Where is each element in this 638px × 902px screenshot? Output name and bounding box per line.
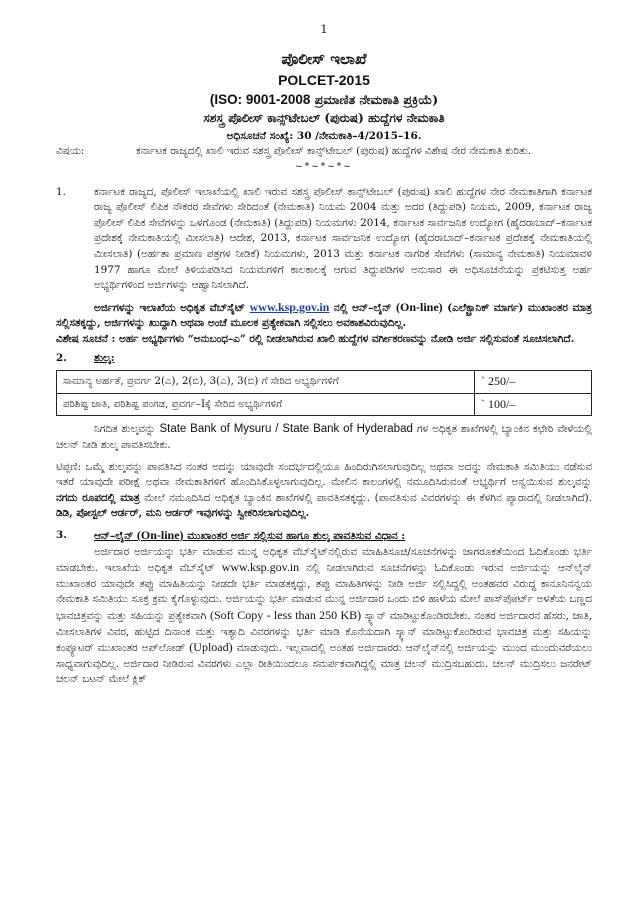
subject-label: ವಿಷಯ: (56, 144, 85, 157)
polcet-title: POLCET-2015 (278, 71, 370, 88)
online-paragraph (56, 300, 592, 332)
section-3-title-en: (On-line) (136, 527, 184, 542)
section-1-number: 1. (56, 185, 66, 198)
ornament-divider: ~*~*~*~ (295, 162, 353, 173)
section-2 (56, 351, 592, 367)
iso-en: (ISO: 9001-2008 (209, 91, 311, 107)
department-title: ಪೊಲೀಸ್ ಇಲಾಖೆ (281, 49, 367, 68)
section-3-title-2: ಮುಖಾಂತರ ಅರ್ಜಿ ಸಲ್ಲಿಸುವ ಹಾಗೂ ಶುಲ್ಕ ಪಾವತಿಸುವ ವಿಧಾನ : (187, 529, 406, 542)
section-3-title (94, 528, 405, 545)
note-bold-2: ಡಿಡಿ, ಪೋಸ್ಟಲ್ ಆರ್ಡರ್, ಮನಿ ಆರ್ಡರ್ ಇವುಗಳನ್ನು ಸ್ವೀಕರಿಸಲಾಗುವುದಿಲ್ಲ. (56, 507, 310, 520)
note-text-2: ಮೇಲೆ ನಮೂದಿಸಿದ ಅಧಿಕೃತ ಬ್ಯಾಂಕಿನ ಶಾಖೆಗಳಲ್ಲಿ ಪಾವತಿಸತಕ್ಕದ್ದು. (ಪಾವತಿಸುವ ವಿವರಗಳನ್ನು ಈ ಕೆಳಗಿನ ಪ್ಯಾರಾದಲ್ಲಿ ನೀಡಲಾಗಿದೆ). (144, 491, 592, 504)
page-number: 1 (320, 23, 328, 36)
section-3-heading (56, 528, 592, 545)
iso-line (56, 90, 592, 109)
section-1-text: ಕರ್ನಾಟಕ ರಾಜ್ಯದ, ಪೊಲೀಸ್ ಇಲಾಖೆಯಲ್ಲಿ ಖಾಲಿ ಇರುವ ಸಶಸ್ತ್ರ ಪೊಲೀಸ್ ಕಾನ್ಸ್‌ಟೇಬಲ್ (ಪುರುಷ) ಖಾಲಿ ಹುದ್ದೆಗಳ ನೇರ ನೇಮಕಾತಿಗಾಗಿ ಕರ್ನಾಟಕ ರಾಜ್ಯ ಪೊಲೀಸ್ ಲಿಪಿಕ ನೌಕರರ ಸೇವೆಗಳು ಸೇರಿದಂತೆ (ನೇಮಕಾತಿ) ನಿಯಮ 2004 ಮತ್ತು ಅದರ (ತಿದ್ದುಪಡಿ) ನಿಯಮ, 2009, ಕರ್ನಾಟಕ ರಾಜ್ಯ ಪೊಲೀಸ್ ಲಿಪಿಕ ಸೇವೆಗಳನ್ನು ಒಳಗೊಂಡ (ನೇಮಕಾತಿ) (ತಿದ್ದುಪಡಿ) ನಿಯಮಗಳು 2014, ಕರ್ನಾಟಕ ಸಾರ್ವಜನಿಕ ಉದ್ಯೋಗ (ಹೈದರಾಬಾದ್–ಕರ್ನಾಟಕ ಪ್ರದೇಶಕ್ಕೆ ನೇಮಕಾತಿಯಲ್ಲಿ ಮೀಸಲಾತಿ) ಆದೇಶ, 2013, ಕರ್ನಾಟಕ ಸಾರ್ವಜನಿಕ ಉದ್ಯೋಗ (ಹೈದರಾಬಾದ್–ಕರ್ನಾಟಕ ಪ್ರದೇಶಕ್ಕೆ ನೇಮಕಾತಿಯಲ್ಲಿ ಮೀಸಲಾತಿ) (ಅರ್ಹತಾ ಪ್ರಮಾಣ ಪತ್ರಗಳ ನೀಡಿಕೆ) ನಿಯಮಗಳು, 2013 ಮತ್ತು ಕರ್ನಾಟಕ ನಾಗರಿಕ ಸೇವೆಗಳು (ಸಾಮಾನ್ಯ ನೇಮಕಾತಿ) ನಿಯಮಾವಳಿ 1977 ಹಾಗೂ ಮೇಲೆ ತಿಳಿಯಪಡಿಸಿದ ನಿಯಮಗಳಿಗೆ ಕಾಲಕಾಲಕ್ಕೆ ಆಗುವ ತಿದ್ದುಪಡಿಗಳ ಅನುಸಾರ ಈ ಅಧಿಸೂಚನೆಯನ್ನು ಪ್ರಕಟಿಸುತ್ತ ಅರ್ಹ ಅಭ್ಯರ್ಥಿಗಳಿಂದ ಅರ್ಜಿಗಳನ್ನು ಆಹ್ವಾನಿಸಲಾಗಿದೆ. (94, 185, 592, 292)
fee-category: ಸಾಮಾನ್ಯ ಅರ್ಹತೆ, ಪ್ರವರ್ಗ 2(ಎ), 2(ಬಿ), 3(ಎ), 3(ಬಿ) ಗೆ ಸೇರಿದ ಅಭ್ಯರ್ಥಿಗಳಿಗೆ (57, 371, 475, 394)
section-2-number: 2. (56, 351, 67, 364)
section-3-text-4: ಮಾಡುವುದು. ಇಲ್ಲವಾದಲ್ಲಿ ಅಂತಹ ಅರ್ಜಿದಾರರು ಆನ್‌ಲೈನ್‌ನಲ್ಲಿ ಅರ್ಜಿಯನ್ನು ಮುಂದ ಮುಂದುವರೆಯಲು ಸಾಧ್ಯವಾಗುವುದಿಲ್ಲ. ಅರ್ಜಿದಾರ ನೀಡಿರುವ ವಿವರಗಳು ಎಲ್ಲಾ ರೀತಿಯಿಂದಲೂ ಸಮರ್ಪಕವಾಗಿದ್ದಲ್ಲಿ ಮಾತ್ರ ಚಲನ್ ಮುದ್ರಿಸಬಹುದು. ಚಲನ್ ಮುದ್ರಿಸಲು ಜನರೇಟ್ ಚಲನ್ ಬಟನ್ ಮೇಲೆ ಕ್ಲಿಕ್ (56, 642, 592, 686)
subject-text: ಕರ್ನಾಟಕ ರಾಜ್ಯದಲ್ಲಿ ಖಾಲಿ ಇರುವ ಸಶಸ್ತ್ರ ಪೊಲೀಸ್ ಕಾನ್ಸ್‌ಟೇಬಲ್ (ಪುರುಷ) ಹುದ್ದೆಗಳ ವಿಶೇಷ ನೇರ ನೇಮಕಾತಿ ಕುರಿತು. (136, 144, 532, 157)
bank-names: State Bank of Mysuru / State Bank of Hyderabad (159, 423, 413, 436)
post-title: ಸಶಸ್ತ್ರ ಪೊಲೀಸ್ ಕಾನ್ಸ್‌ಟೇಬಲ್ (ಪುರುಷ) ಹುದ್ದೆಗಳ ನೇಮಕಾತಿ (203, 110, 445, 125)
section-3-url: www.ksp.gov.in (221, 560, 300, 575)
section-3-paragraph (56, 545, 592, 688)
section-1 (56, 185, 592, 294)
fee-row (57, 393, 592, 416)
online-text-2: ನಲ್ಲಿ ಆನ್–ಲೈನ್ (333, 301, 392, 314)
subject-block (56, 144, 592, 160)
fee-amount: ` 250/– (475, 371, 592, 394)
notification-number: ಅಧಿಸೂಚನೆ ಸಂಖ್ಯೆ: 30 /ನೇಮಕಾತಿ–4/2015–16. (226, 129, 422, 142)
special-note: ವಿಶೇಷ ಸೂಚನೆ : ಅರ್ಹ ಅಭ್ಯರ್ಥಿಗಳು “ಅನುಬಂಧ–ಎ” ರಲ್ಲಿ ನೀಡಲಾಗಿರುವ ಖಾಲಿ ಹುದ್ದೆಗಳ ವರ್ಗೀಕರಣವನ್ನು ನೋಡಿ ಅರ್ಜಿ ಸಲ್ಲಿಸುವಂತೆ ಸೂಚಿಸಲಾಗಿದೆ. (56, 333, 575, 346)
fee-text-1: ನಿಗದಿತ ಶುಲ್ಕವನ್ನು (94, 423, 156, 436)
note-bold-1: ನಗದು ರೂಪದಲ್ಲಿ ಮಾತ್ರ (56, 491, 140, 504)
upload-note: (Upload) (189, 640, 233, 655)
section-3-title-1: ಆನ್–ಲೈನ್ (94, 529, 134, 542)
soft-copy-note: (Soft Copy - less than 250 KB) (209, 607, 362, 622)
section-3-text-1: ಅರ್ಜಿದಾರ ಅರ್ಜಿಯನ್ನು ಭರ್ತಿ ಮಾಡುವ ಮುನ್ನ ಅಧಿಕೃತ ವೆಬ್‌ಸೈಟ್‌ನಲ್ಲಿರುವ ಮಾಹಿತಿಸೂಚಿ/ಸೂಚನೆಗಳನ್ನು ಜಾಗರೂಕತೆಯಿಂದ ಓದಿಕೊಂಡು ಭರ್ತಿ ಮಾಡಬೇಕು. ಇಲಾಖೆಯ ಅಧಿಕೃತ ವೆಬ್‌ಸೈಟ್ (56, 545, 592, 575)
note-text-1: ಟಿಪ್ಪಣಿ: ಒಮ್ಮೆ ಶುಲ್ಕವನ್ನು ಪಾವತಿಸಿದ ನಂತರ ಅದನ್ನು ಯಾವುದೇ ಸಂದರ್ಭದಲ್ಲಿಯೂ ಹಿಂದಿರುಗಿಸಲಾಗುವುದಿಲ್ಲ ಅಥವಾ ಅದನ್ನು ನೇಮಕಾತಿ ಸಮಿತಿಯು ನಡೆಸುವ ಇತರೆ ಯಾವುದೇ ಪರೀಕ್ಷೆ ಅಥವಾ ನೇಮಕಾತಿಗಳಿಗೆ ಹೊಂದಿಸಿಕೊಳ್ಳಲಾಗುವುದಿಲ್ಲ. ಮೇಲಿನ ಕಾಲಂಗಳಲ್ಲಿ ನಮೂದಿಸಿರುವಂತೆ ಅಭ್ಯರ್ಥಿಗೆ ಅನ್ವಯಿಸುವ ಶುಲ್ಕವನ್ನು (56, 460, 592, 489)
online-text-1: ಅರ್ಜಿಗಳನ್ನು ಇಲಾಖೆಯ ಅಧಿಕೃತ ವೆಬ್‌ಸೈಟ್ (94, 301, 246, 314)
fee-amount: ` 100/– (475, 393, 592, 416)
fee-table (56, 370, 592, 416)
section-3-number: 3. (56, 528, 67, 541)
fee-row (57, 371, 592, 394)
online-text-3: (ಎಲೆಕ್ಟ್ರಾನಿಕ್ ಮಾರ್ಗ) ಮುಖಾಂತರ ಮಾತ್ರ ಸಲ್ಲಿಸತಕ್ಕದ್ದು, ಅರ್ಜಿಗಳನ್ನು ಖುದ್ದಾಗಿ ಅಥವಾ ಅಂಚೆ ಮೂಲಕ ಪ್ರತ್ಯೇಕವಾಗಿ ಸಲ್ಲಿಸಲು ಅವಕಾಶವಿರುವುದಿಲ್ಲ. (56, 301, 592, 330)
note-paragraph (56, 460, 592, 522)
fee-category: ಪರಿಶಿಷ್ಟ ಜಾತಿ, ಪರಿಶಿಷ್ಟ ಪಂಗಡ, ಪ್ರವರ್ಗ–Iಕ್ಕೆ ಸೇರಿದ ಅಭ್ಯರ್ಥಿಗಳಿಗೆ (57, 393, 475, 416)
section-3-text-2: ನಲ್ಲಿ ನೀಡಲಾಗಿರುವ ಸೂಚನೆಗಳನ್ನು ಓದಿಕೊಂಡು ಇರುವ ಅರ್ಜಿಯನ್ನು ಆನ್‌ಲೈನ್ ಮುಖಾಂತರ ಯಾವುದೇ ತಪ್ಪು ಮಾಹಿತಿಯನ್ನು ನೀಡದೇ ಭರ್ತಿ ಮಾಡತಕ್ಕದ್ದು, ತಪ್ಪು ಮಾಹಿತಿಗಳನ್ನು ನೀಡಿ ಅರ್ಜಿ ಸಲ್ಲಿಸಿದ್ದಲ್ಲಿ ಅಂತಹವರ ವಿರುದ್ಧ ಕಾನೂನಿನನ್ವಯ ನೇಮಕಾತಿ ಸಮಿತಿಯು ಸೂಕ್ತ ಕ್ರಮ ಕೈಗೊಳ್ಳುವುದು. ಅರ್ಜಿಯನ್ನು ಭರ್ತಿ ಮಾಡುವ ಮುನ್ನ ಅರ್ಜಿದಾರ ಒಂದು ಬಿಳಿ ಹಾಳೆಯ ಮೇಲೆ ಪಾಸ್‌ಪೋರ್ಟ್ ಅಳತೆಯ ಬಣ್ಣದ ಭಾವಚಿತ್ರವನ್ನು ಮತ್ತು ಸಹಿಯನ್ನು ಪ್ರತ್ಯೇಕವಾಗಿ (56, 562, 593, 622)
section-2-title: ಶುಲ್ಕ: (94, 351, 115, 364)
section-3-text-3: ಸ್ಕ್ಯಾನ್ ಮಾಡಿಟ್ಟುಕೊಂಡಿರಬೇಕು. ನಂತರ ಅರ್ಜಿದಾರನ ಹೆಸರು, ಜಾತಿ, ಮೀಸಲಾತಿಗಳ ವಿವರ, ಹುಟ್ಟಿದ ದಿನಾಂಕ ಮತ್ತು ಇತ್ಯಾದಿ ವಿವರಗಳನ್ನು ಭರ್ತಿ ಮಾಡಿ ಕೊನೆಯದಾಗಿ ಸ್ಕ್ಯಾನ್ ಮಾಡಿಟ್ಟುಕೊಂಡಿರುವ ಭಾವಚಿತ್ರ ಮತ್ತು ಸಹಿಯನ್ನು ಕಂಪ್ಯೂಟರ್ ಮುಖಾಂತರ ಅಪ್‌ಲೋಡ್ (56, 609, 593, 655)
fee-paragraph (56, 422, 592, 453)
website-link[interactable]: www.ksp.gov.in (249, 299, 330, 314)
online-en: (On-line) (395, 299, 443, 314)
iso-kn: ಪ್ರಮಾಣಿತ ನೇಮಕಾತಿ ಪ್ರಕ್ರಿಯೆ) (314, 91, 439, 107)
fee-text-2: ಗಳ ಅಧಿಕೃತ ಶಾಖೆಗಳಲ್ಲಿ ಬ್ಯಾಂಕಿನ ಕಛೇರಿ ವೇಳೆಯಲ್ಲಿ ಚಲನ್ ನೀಡಿ ಶುಲ್ಕ ಪಾವತಿಸಬೇಕು. (56, 423, 593, 451)
